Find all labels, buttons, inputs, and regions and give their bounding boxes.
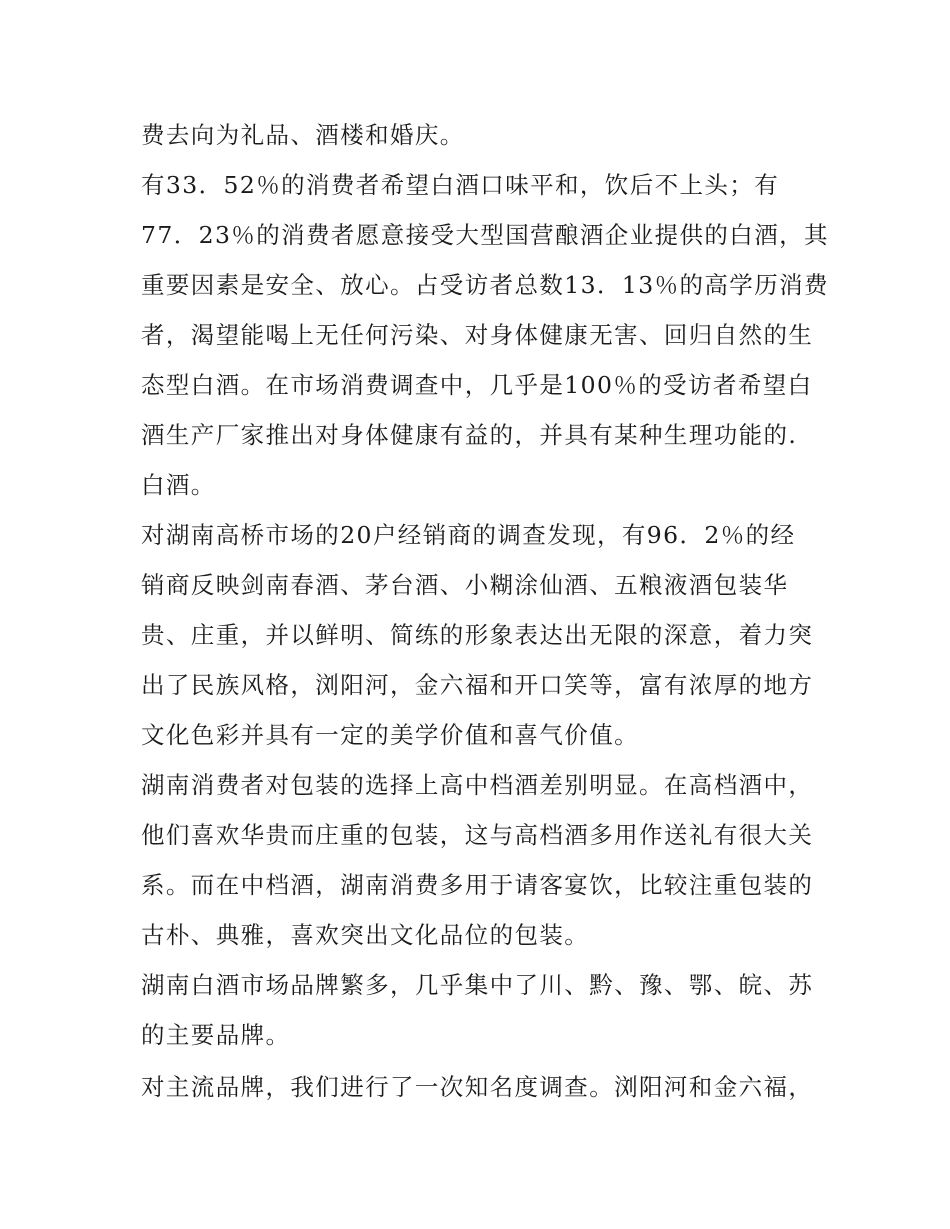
text-line: 重要因素是安全、放心。占受访者总数13．13％的高学历消费 <box>141 271 829 299</box>
text-line: 湖南消费者对包装的选择上高中档酒差别明显。在高档酒中， <box>141 771 814 799</box>
text-line: 销商反映剑南春酒、茅台酒、小糊涂仙酒、五粮液酒包装华 <box>141 571 789 599</box>
text-line: 对主流品牌，我们进行了一次知名度调查。浏阳河和金六福， <box>141 1073 814 1101</box>
text-line: 出了民族风格，浏阳河，金六福和开口笑等，富有浓厚的地方 <box>141 671 814 699</box>
document-body <box>141 110 829 1112</box>
text-line: 湖南白酒市场品牌繁多，几乎集中了川、黔、豫、鄂、皖、苏 <box>141 971 814 999</box>
text-line: 者，渴望能喝上无任何污染、对身体健康无害、回归自然的生 <box>141 321 814 349</box>
text-line: 有33．52％的消费者希望白酒口味平和，饮后不上头；有 <box>141 171 780 199</box>
text-line: 态型白酒。在市场消费调查中，几乎是100％的受访者希望白 <box>141 371 813 399</box>
text-line: 文化色彩并具有一定的美学价值和喜气价值。 <box>141 721 639 749</box>
text-line: 系。而在中档酒，湖南消费多用于请客宴饮，比较注重包装的 <box>141 871 814 899</box>
text-line: 贵、庄重，并以鲜明、简练的形象表达出无限的深意，着力突 <box>141 621 814 649</box>
text-line: 的主要品牌。 <box>141 1021 291 1049</box>
text-line: 对湖南高桥市场的20户经销商的调查发现，有96．2％的经 <box>141 521 796 549</box>
text-line: 古朴、典雅，喜欢突出文化品位的包装。 <box>141 921 590 949</box>
text-line: 77．23％的消费者愿意接受大型国营酿酒企业提供的白酒，其 <box>141 221 829 249</box>
text-line: 酒生产厂家推出对身体健康有益的，并具有某种生理功能的. <box>141 421 798 449</box>
text-line: 他们喜欢华贵而庄重的包装，这与高档酒多用作送礼有很大关 <box>141 821 814 849</box>
text-line: 白酒。 <box>141 471 216 499</box>
text-line: 费去向为礼品、酒楼和婚庆。 <box>141 121 465 149</box>
